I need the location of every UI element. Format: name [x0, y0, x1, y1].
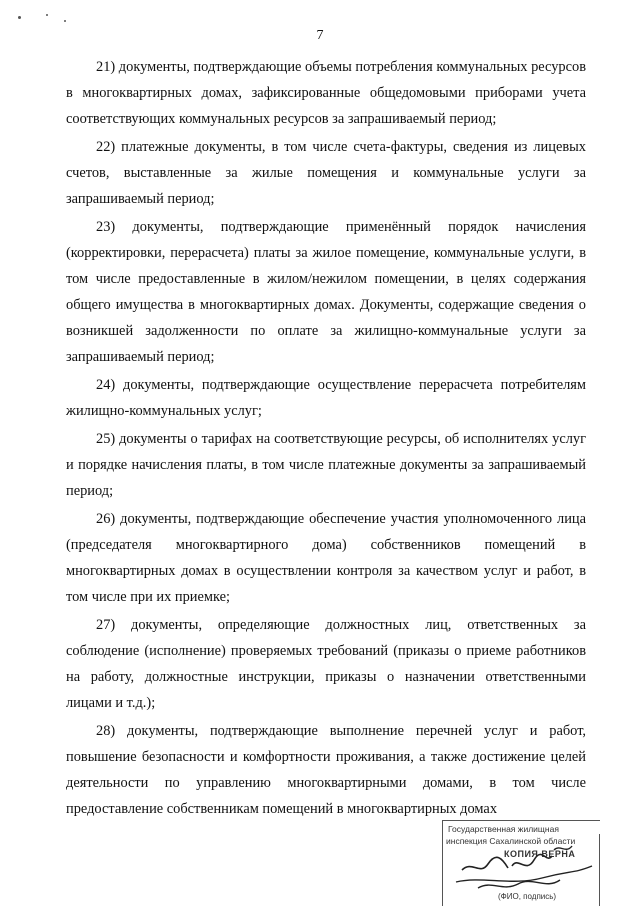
document-body — [66, 54, 586, 822]
list-item-24: 24) документы, подтверждающие осуществление перерасчета потребителям жилищно-коммунальных услуг; — [66, 377, 586, 419]
stamp-copy-label: КОПИЯ ВЕРНА — [504, 849, 576, 859]
stamp-organization-line: Государственная жилищная — [448, 824, 559, 834]
stamp-fio-label: (ФИО, подпись) — [498, 892, 557, 901]
list-item-27: 27) документы, определяющие должностных лиц, ответственных за соблюдение (исполнение) проверяемых требований (приказы о приеме работников на работу, должностные инструкции, приказы о назначении ответственными лицами и т.д.); — [66, 617, 586, 711]
list-item-26: 26) документы, подтверждающие обеспечение участия уполномоченного лица (председателя многоквартирного дома) собственников помещений в многоквартирных домах в осуществлении контроля за качеством услуг и работ, в том числе при их приемке; — [66, 511, 586, 605]
list-item-25: 25) документы о тарифах на соответствующие ресурсы, об исполнителях услуг и порядке начисления платы, в том числе платежные документы за запрашиваемый период; — [66, 431, 586, 499]
stamp-organization-line: инспекция Сахалинской области — [446, 836, 576, 846]
scan-speck — [64, 20, 66, 22]
scan-speck — [18, 16, 21, 19]
scan-speck — [46, 14, 48, 16]
page-number: 7 — [316, 28, 324, 43]
list-item-21: 21) документы, подтверждающие объемы потребления коммунальных ресурсов в многоквартирных домах, зафиксированные общедомовыми приборами учета соответствующих коммунальных ресурсов за запрашиваемый период; — [66, 59, 586, 127]
certification-stamp — [442, 820, 600, 906]
list-item-28: 28) документы, подтверждающие выполнение перечней услуг и работ, повышение безопасности и комфортности проживания, а также достижение целей деятельности по управлению многоквартирными домами, в том числе предоставление собственникам помещений в многоквартирных домах — [66, 723, 586, 817]
list-item-23: 23) документы, подтверждающие применённый порядок начисления (корректировки, перерасчета) платы за жилое помещение, коммунальные услуги, в том числе предоставленные в жилом/нежилом помещении, в целях содержания общего имущества в многоквартирных домах. Документы, содержащие сведения о возникшей задолженности по оплате за жилищно-коммунальные услуги за запрашиваемый период; — [66, 219, 586, 365]
list-item-22: 22) платежные документы, в том числе счета-фактуры, сведения из лицевых счетов, выставленные за жилые помещения и коммунальные услуги за запрашиваемый период; — [66, 139, 586, 207]
